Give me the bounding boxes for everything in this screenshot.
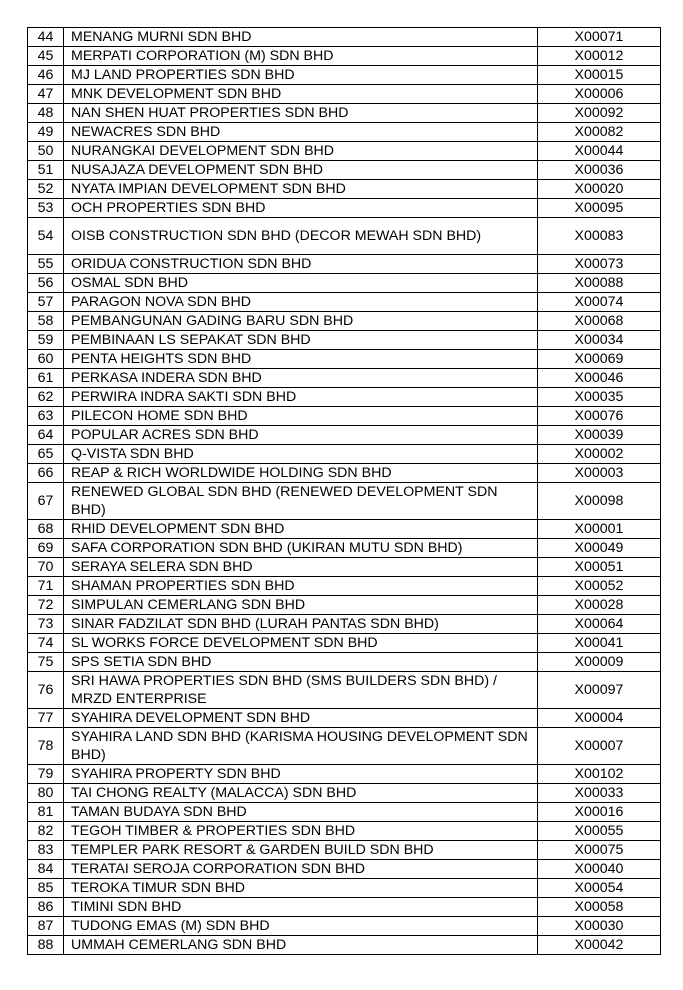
table-row <box>28 331 661 350</box>
company-name-cell: ORIDUA CONSTRUCTION SDN BHD <box>64 255 538 274</box>
row-number-cell: 49 <box>28 123 64 142</box>
company-name-cell: PARAGON NOVA SDN BHD <box>64 293 538 312</box>
company-code-cell: X00036 <box>538 161 661 180</box>
company-name-cell: UMMAH CEMERLANG SDN BHD <box>64 936 538 955</box>
company-code-cell: X00035 <box>538 388 661 407</box>
row-number-cell: 80 <box>28 784 64 803</box>
company-code-cell: X00095 <box>538 199 661 218</box>
company-name-cell: MENANG MURNI SDN BHD <box>64 28 538 47</box>
company-code-cell: X00033 <box>538 784 661 803</box>
company-name-cell: PENTA HEIGHTS SDN BHD <box>64 350 538 369</box>
company-name-cell: SYAHIRA LAND SDN BHD (KARISMA HOUSING DEVELOPMENT SDN BHD) <box>64 728 538 765</box>
row-number-cell: 77 <box>28 709 64 728</box>
table-row <box>28 199 661 218</box>
table-body <box>28 28 661 955</box>
company-name-cell: RENEWED GLOBAL SDN BHD (RENEWED DEVELOPMENT SDN BHD) <box>64 483 538 520</box>
company-name-cell: TUDONG EMAS (M) SDN BHD <box>64 917 538 936</box>
row-number-cell: 74 <box>28 634 64 653</box>
row-number-cell: 55 <box>28 255 64 274</box>
row-number-cell: 73 <box>28 615 64 634</box>
table-row <box>28 728 661 765</box>
table-row <box>28 634 661 653</box>
company-name-cell: Q-VISTA SDN BHD <box>64 445 538 464</box>
row-number-cell: 67 <box>28 483 64 520</box>
table-row <box>28 558 661 577</box>
company-name-cell: RHID DEVELOPMENT SDN BHD <box>64 520 538 539</box>
row-number-cell: 66 <box>28 464 64 483</box>
company-name-cell: MJ LAND PROPERTIES SDN BHD <box>64 66 538 85</box>
company-name-cell: SRI HAWA PROPERTIES SDN BHD (SMS BUILDERS SDN BHD) / MRZD ENTERPRISE <box>64 672 538 709</box>
table-row <box>28 520 661 539</box>
company-code-cell: X00030 <box>538 917 661 936</box>
row-number-cell: 82 <box>28 822 64 841</box>
row-number-cell: 65 <box>28 445 64 464</box>
table-row <box>28 653 661 672</box>
company-code-cell: X00028 <box>538 596 661 615</box>
company-code-cell: X00097 <box>538 672 661 709</box>
company-name-cell: SHAMAN PROPERTIES SDN BHD <box>64 577 538 596</box>
company-name-cell: NUSAJAZA DEVELOPMENT SDN BHD <box>64 161 538 180</box>
row-number-cell: 71 <box>28 577 64 596</box>
row-number-cell: 85 <box>28 879 64 898</box>
row-number-cell: 63 <box>28 407 64 426</box>
row-number-cell: 70 <box>28 558 64 577</box>
table-row <box>28 388 661 407</box>
row-number-cell: 62 <box>28 388 64 407</box>
table-row <box>28 142 661 161</box>
table-row <box>28 85 661 104</box>
row-number-cell: 83 <box>28 841 64 860</box>
company-code-cell: X00007 <box>538 728 661 765</box>
table-row <box>28 255 661 274</box>
company-code-cell: X00074 <box>538 293 661 312</box>
company-code-cell: X00040 <box>538 860 661 879</box>
company-name-cell: PILECON HOME SDN BHD <box>64 407 538 426</box>
table-row <box>28 672 661 709</box>
company-code-cell: X00001 <box>538 520 661 539</box>
company-code-cell: X00051 <box>538 558 661 577</box>
row-number-cell: 48 <box>28 104 64 123</box>
company-name-cell: NEWACRES SDN BHD <box>64 123 538 142</box>
company-name-cell: SYAHIRA DEVELOPMENT SDN BHD <box>64 709 538 728</box>
row-number-cell: 47 <box>28 85 64 104</box>
company-name-cell: TEGOH TIMBER & PROPERTIES SDN BHD <box>64 822 538 841</box>
table-row <box>28 577 661 596</box>
table-row <box>28 369 661 388</box>
table-row <box>28 426 661 445</box>
company-name-cell: PERKASA INDERA SDN BHD <box>64 369 538 388</box>
company-code-cell: X00002 <box>538 445 661 464</box>
company-name-cell: PEMBANGUNAN GADING BARU SDN BHD <box>64 312 538 331</box>
company-code-cell: X00054 <box>538 879 661 898</box>
company-code-cell: X00073 <box>538 255 661 274</box>
table-row <box>28 879 661 898</box>
company-code-cell: X00076 <box>538 407 661 426</box>
company-code-cell: X00004 <box>538 709 661 728</box>
table-row <box>28 312 661 331</box>
company-code-cell: X00102 <box>538 765 661 784</box>
row-number-cell: 56 <box>28 274 64 293</box>
table-row <box>28 161 661 180</box>
company-code-cell: X00069 <box>538 350 661 369</box>
company-code-cell: X00092 <box>538 104 661 123</box>
developer-list-table <box>27 27 661 955</box>
company-name-cell: OCH PROPERTIES SDN BHD <box>64 199 538 218</box>
company-code-cell: X00039 <box>538 426 661 445</box>
row-number-cell: 53 <box>28 199 64 218</box>
company-code-cell: X00098 <box>538 483 661 520</box>
company-name-cell: TEMPLER PARK RESORT & GARDEN BUILD SDN BHD <box>64 841 538 860</box>
row-number-cell: 58 <box>28 312 64 331</box>
table-row <box>28 407 661 426</box>
table-row <box>28 784 661 803</box>
row-number-cell: 57 <box>28 293 64 312</box>
row-number-cell: 81 <box>28 803 64 822</box>
company-name-cell: TAI CHONG REALTY (MALACCA) SDN BHD <box>64 784 538 803</box>
row-number-cell: 86 <box>28 898 64 917</box>
row-number-cell: 59 <box>28 331 64 350</box>
company-name-cell: SL WORKS FORCE DEVELOPMENT SDN BHD <box>64 634 538 653</box>
table-row <box>28 445 661 464</box>
company-name-cell: TEROKA TIMUR SDN BHD <box>64 879 538 898</box>
company-name-cell: PEMBINAAN LS SEPAKAT SDN BHD <box>64 331 538 350</box>
row-number-cell: 88 <box>28 936 64 955</box>
company-code-cell: X00006 <box>538 85 661 104</box>
company-name-cell: OSMAL SDN BHD <box>64 274 538 293</box>
row-number-cell: 76 <box>28 672 64 709</box>
row-number-cell: 46 <box>28 66 64 85</box>
row-number-cell: 64 <box>28 426 64 445</box>
table-row <box>28 803 661 822</box>
table-row <box>28 123 661 142</box>
table-row <box>28 596 661 615</box>
company-code-cell: X00071 <box>538 28 661 47</box>
table-row <box>28 274 661 293</box>
table-row <box>28 47 661 66</box>
table-row <box>28 841 661 860</box>
company-code-cell: X00041 <box>538 634 661 653</box>
row-number-cell: 68 <box>28 520 64 539</box>
table-row <box>28 898 661 917</box>
row-number-cell: 79 <box>28 765 64 784</box>
table-row <box>28 483 661 520</box>
table-row <box>28 180 661 199</box>
company-name-cell: MERPATI CORPORATION (M) SDN BHD <box>64 47 538 66</box>
company-name-cell: SAFA CORPORATION SDN BHD (UKIRAN MUTU SDN BHD) <box>64 539 538 558</box>
company-code-cell: X00052 <box>538 577 661 596</box>
table-row <box>28 822 661 841</box>
company-code-cell: X00042 <box>538 936 661 955</box>
row-number-cell: 54 <box>28 218 64 255</box>
company-name-cell: SPS SETIA SDN BHD <box>64 653 538 672</box>
company-name-cell: NURANGKAI DEVELOPMENT SDN BHD <box>64 142 538 161</box>
row-number-cell: 50 <box>28 142 64 161</box>
company-code-cell: X00003 <box>538 464 661 483</box>
company-name-cell: SIMPULAN CEMERLANG SDN BHD <box>64 596 538 615</box>
row-number-cell: 45 <box>28 47 64 66</box>
company-name-cell: TERATAI SEROJA CORPORATION SDN BHD <box>64 860 538 879</box>
company-code-cell: X00034 <box>538 331 661 350</box>
company-code-cell: X00088 <box>538 274 661 293</box>
row-number-cell: 51 <box>28 161 64 180</box>
company-code-cell: X00015 <box>538 66 661 85</box>
table-row <box>28 28 661 47</box>
company-code-cell: X00012 <box>538 47 661 66</box>
company-name-cell: SERAYA SELERA SDN BHD <box>64 558 538 577</box>
company-name-cell: REAP & RICH WORLDWIDE HOLDING SDN BHD <box>64 464 538 483</box>
company-code-cell: X00058 <box>538 898 661 917</box>
company-name-cell: SINAR FADZILAT SDN BHD (LURAH PANTAS SDN BHD) <box>64 615 538 634</box>
company-code-cell: X00016 <box>538 803 661 822</box>
company-name-cell: POPULAR ACRES SDN BHD <box>64 426 538 445</box>
row-number-cell: 44 <box>28 28 64 47</box>
company-name-cell: NYATA IMPIAN DEVELOPMENT SDN BHD <box>64 180 538 199</box>
table-row <box>28 860 661 879</box>
table-row <box>28 104 661 123</box>
company-name-cell: TIMINI SDN BHD <box>64 898 538 917</box>
table-row <box>28 293 661 312</box>
company-code-cell: X00068 <box>538 312 661 331</box>
table-row <box>28 464 661 483</box>
table-row <box>28 709 661 728</box>
company-code-cell: X00020 <box>538 180 661 199</box>
row-number-cell: 52 <box>28 180 64 199</box>
row-number-cell: 75 <box>28 653 64 672</box>
company-code-cell: X00064 <box>538 615 661 634</box>
row-number-cell: 78 <box>28 728 64 765</box>
row-number-cell: 60 <box>28 350 64 369</box>
company-name-cell: SYAHIRA PROPERTY SDN BHD <box>64 765 538 784</box>
row-number-cell: 87 <box>28 917 64 936</box>
table-row <box>28 539 661 558</box>
company-code-cell: X00049 <box>538 539 661 558</box>
table-row <box>28 218 661 255</box>
table-row <box>28 66 661 85</box>
company-name-cell: MNK DEVELOPMENT SDN BHD <box>64 85 538 104</box>
company-code-cell: X00083 <box>538 218 661 255</box>
company-code-cell: X00009 <box>538 653 661 672</box>
table-row <box>28 615 661 634</box>
row-number-cell: 72 <box>28 596 64 615</box>
company-code-cell: X00075 <box>538 841 661 860</box>
company-code-cell: X00082 <box>538 123 661 142</box>
row-number-cell: 84 <box>28 860 64 879</box>
company-name-cell: OISB CONSTRUCTION SDN BHD (DECOR MEWAH SDN BHD) <box>64 218 538 255</box>
company-name-cell: NAN SHEN HUAT PROPERTIES SDN BHD <box>64 104 538 123</box>
table-row <box>28 936 661 955</box>
row-number-cell: 69 <box>28 539 64 558</box>
company-code-cell: X00046 <box>538 369 661 388</box>
company-name-cell: PERWIRA INDRA SAKTI SDN BHD <box>64 388 538 407</box>
table-row <box>28 350 661 369</box>
table-row <box>28 765 661 784</box>
company-code-cell: X00055 <box>538 822 661 841</box>
table-row <box>28 917 661 936</box>
row-number-cell: 61 <box>28 369 64 388</box>
company-code-cell: X00044 <box>538 142 661 161</box>
company-name-cell: TAMAN BUDAYA SDN BHD <box>64 803 538 822</box>
